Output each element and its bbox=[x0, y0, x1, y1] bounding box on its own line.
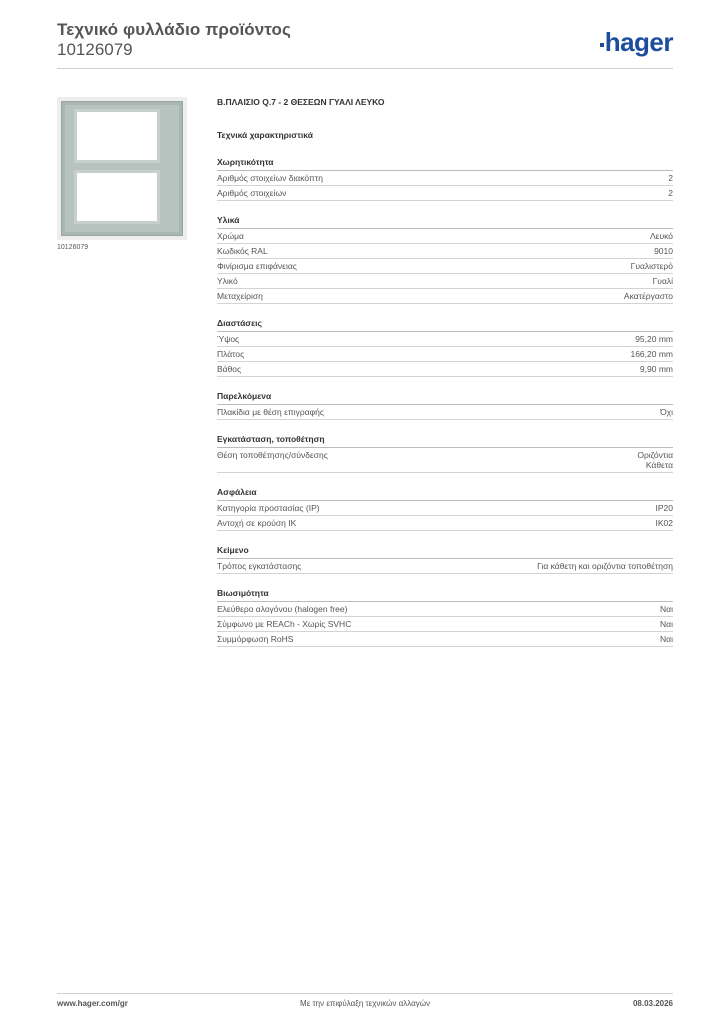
spec-value: Γυαλί bbox=[652, 276, 673, 286]
logo-text: hager bbox=[604, 27, 673, 57]
spec-value: 9,90 mm bbox=[639, 364, 673, 374]
spec-section bbox=[217, 588, 673, 647]
frame-opening-bottom bbox=[74, 170, 160, 224]
product-name: Β.ΠΛΑΙΣΙΟ Q.7 - 2 ΘΕΣΕΩΝ ΓΥΑΛΙ ΛΕΥΚΟ bbox=[217, 97, 385, 107]
spec-value: Ακατέργαστο bbox=[623, 291, 673, 301]
product-specs bbox=[217, 97, 673, 647]
product-image bbox=[57, 97, 187, 240]
section-title: Χωρητικότητα bbox=[217, 157, 673, 171]
spec-row bbox=[217, 559, 673, 574]
spec-sections bbox=[217, 157, 673, 647]
footer-url[interactable]: www.hager.com/gr bbox=[57, 999, 128, 1008]
section-title: Υλικά bbox=[217, 215, 673, 229]
spec-row bbox=[217, 362, 673, 377]
spec-label: Πλάτος bbox=[217, 349, 245, 359]
spec-label: Φινίρισμα επιφάνειας bbox=[217, 261, 297, 271]
spec-value: 2 bbox=[668, 173, 673, 183]
spec-row bbox=[217, 501, 673, 516]
spec-value: IK02 bbox=[655, 518, 673, 528]
spec-row bbox=[217, 602, 673, 617]
spec-row bbox=[217, 405, 673, 420]
tech-heading: Τεχνικά χαρακτηριστικά bbox=[217, 130, 313, 140]
spec-label: Υλικό bbox=[217, 276, 238, 286]
spec-label: Ύψος bbox=[217, 334, 240, 344]
spec-section bbox=[217, 545, 673, 574]
spec-label: Κωδικός RAL bbox=[217, 246, 268, 256]
spec-label: Συμμόρφωση RoHS bbox=[217, 634, 294, 644]
spec-label: Κατηγορία προστασίας (IP) bbox=[217, 503, 320, 513]
section-title: Διαστάσεις bbox=[217, 318, 673, 332]
spec-value: 9010 bbox=[654, 246, 673, 256]
spec-value: Γυαλιστερό bbox=[630, 261, 673, 271]
spec-row bbox=[217, 171, 673, 186]
spec-row bbox=[217, 516, 673, 531]
spec-label: Σύμφωνο με REACh - Χωρίς SVHC bbox=[217, 619, 352, 629]
section-title: Εγκατάσταση, τοποθέτηση bbox=[217, 434, 673, 448]
section-title: Ασφάλεια bbox=[217, 487, 673, 501]
spec-row bbox=[217, 259, 673, 274]
spec-value: 166,20 mm bbox=[630, 349, 673, 359]
spec-value: Ναι bbox=[660, 634, 673, 644]
spec-row bbox=[217, 632, 673, 647]
spec-row bbox=[217, 347, 673, 362]
spec-row bbox=[217, 274, 673, 289]
spec-row bbox=[217, 617, 673, 632]
spec-section bbox=[217, 318, 673, 377]
spec-label: Μεταχείριση bbox=[217, 291, 263, 301]
logo-dot-icon bbox=[600, 43, 604, 47]
spec-value: Ναι bbox=[660, 619, 673, 629]
spec-label: Τρόπος εγκατάστασης bbox=[217, 561, 302, 571]
spec-row bbox=[217, 332, 673, 347]
spec-label: Θέση τοποθέτησης/σύνδεσης bbox=[217, 450, 328, 460]
section-title: Παρελκόμενα bbox=[217, 391, 673, 405]
spec-label: Αριθμός στοιχείων διακόπτη bbox=[217, 173, 323, 183]
spec-label: Αριθμός στοιχείων bbox=[217, 188, 287, 198]
section-title: Βιωσιμότητα bbox=[217, 588, 673, 602]
spec-value: Ναι bbox=[660, 604, 673, 614]
spec-section bbox=[217, 391, 673, 420]
spec-row bbox=[217, 229, 673, 244]
spec-label: Χρώμα bbox=[217, 231, 244, 241]
spec-section bbox=[217, 215, 673, 304]
header-divider bbox=[57, 68, 673, 69]
spec-section bbox=[217, 157, 673, 201]
spec-value: IP20 bbox=[655, 503, 673, 513]
spec-label: Αντοχή σε κρούση IK bbox=[217, 518, 297, 528]
spec-value: Λευκό bbox=[650, 231, 673, 241]
frame-opening-top bbox=[74, 109, 160, 163]
spec-value: 95,20 mm bbox=[635, 334, 673, 344]
footer-note: Με την επιφύλαξη τεχνικών αλλαγών bbox=[300, 999, 430, 1008]
hager-logo bbox=[600, 28, 673, 56]
spec-row bbox=[217, 448, 673, 473]
spec-label: Βάθος bbox=[217, 364, 242, 374]
spec-row bbox=[217, 186, 673, 201]
spec-value: Οριζόντια Κάθετα bbox=[637, 450, 673, 470]
spec-row bbox=[217, 289, 673, 304]
footer-divider bbox=[57, 993, 673, 994]
spec-value: Για κάθετη και οριζόντια τοποθέτηση bbox=[537, 561, 673, 571]
product-image-caption: 10126079 bbox=[57, 244, 89, 251]
spec-section bbox=[217, 434, 673, 473]
page-header bbox=[57, 20, 673, 70]
spec-value: 2 bbox=[668, 188, 673, 198]
spec-section bbox=[217, 487, 673, 531]
spec-value: Όχι bbox=[660, 407, 673, 417]
footer-date: 08.03.2026 bbox=[632, 999, 673, 1008]
spec-label: Πλακίδια με θέση επιγραφής bbox=[217, 407, 324, 417]
spec-label: Ελεύθερο αλογόνου (halogen free) bbox=[217, 604, 348, 614]
document-title: Τεχνικό φυλλάδιο προϊόντος bbox=[57, 20, 291, 39]
document-code: 10126079 bbox=[57, 40, 133, 59]
section-title: Κείμενο bbox=[217, 545, 673, 559]
spec-row bbox=[217, 244, 673, 259]
